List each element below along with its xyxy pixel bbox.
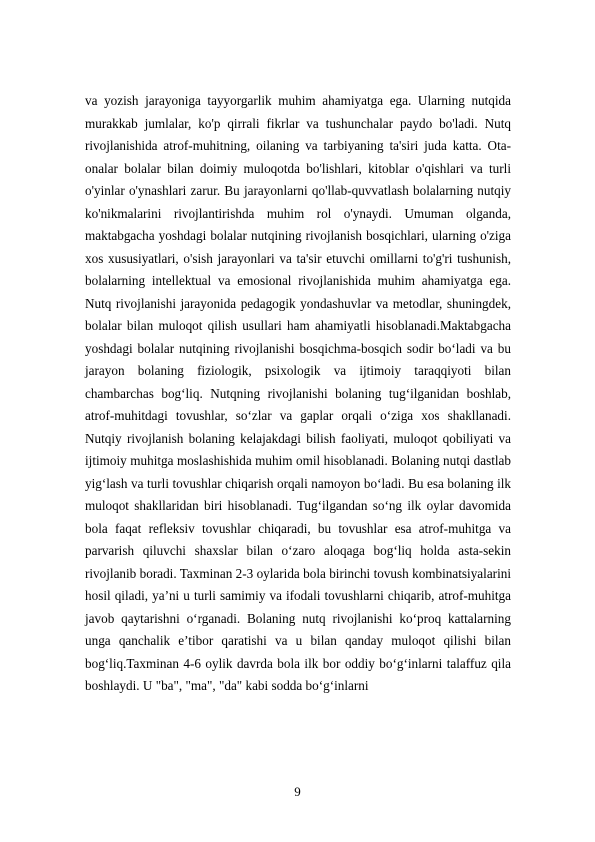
body-paragraph: va yozish jarayoniga tayyorgarlik muhim ahamiyatga ega. Ularning nutqida murakkab jumlalar, ko'p qirrali fikrlar va tushunchalar paydo bo'ladi. Nutq rivojlanishida atrof-muhitning, oilaning va tarbiyaning ta'siri juda katta. Ota-onalar bolalar bilan doimiy muloqotda bo'lishlari, kitoblar o'qishlari va turli o'yinlar o'ynashlari zarur. Bu jarayonlarni qo'llab-quvvatlash bolalarning nutqiy ko'nikmalarini rivojlantirishda muhim rol o'ynaydi. Umuman olganda, maktabgacha yoshdagi bolalar nutqining rivojlanish bosqichlari, ularning o'ziga xos xususiyatlari, o'sish jarayonlari va ta'sir etuvchi omillarni to'g'ri tushunish, bolalarning intellektual va emosional rivojlanishida muhim ahamiyatga ega. Nutq rivojlanishi jarayonida pedagogik yondashuvlar va metodlar, shuningdek, bolalar bilan muloqot qilish usullari ham ahamiyatli hisoblanadi.Maktabgacha yoshdagi bolalar nutqining rivojlanishi bosqichma-bosqich sodir bo‘ladi va bu jarayon bolaning fiziologik, psixologik va ijtimoiy taraqqiyoti bilan chambarchas bog‘liq. Nutqning rivojlanishi bolaning tug‘ilganidan boshlab, atrof-muhitdagi tovushlar, so‘zlar va gaplar orqali o‘ziga xos shakllanadi. Nutqiy rivojlanish bolaning kelajakdagi bilish faoliyati, muloqot qobiliyati va ijtimoiy muhitga moslashishida muhim omil hisoblanadi. Bolaning nutqi dastlab yig‘lash va turli tovushlar chiqarish orqali namoyon bo‘ladi. Bu esa bolaning ilk muloqot shakllaridan biri hisoblanadi. Tug‘ilgandan so‘ng ilk oylar davomida bola faqat refleksiv tovushlar chiqaradi, bu tovushlar esa atrof-muhitga va parvarish qiluvchi shaxslar bilan o‘zaro aloqaga bog‘liq holda asta-sekin rivojlanib boradi. Taxminan 2-3 oylarida bola birinchi tovush kombinatsiyalarini hosil qiladi, ya’ni u turli samimiy va ifodali tovushlarni chiqarib, atrof-muhitga javob qaytarishni o‘rganadi. Bolaning nutq rivojlanishi ko‘proq kattalarning unga qanchalik e’tibor qaratishi va u bilan qanday muloqot qilishi bilan bog‘liq.Taxminan 4-6 oylik davrda bola ilk bor oddiy bo‘g‘inlarni talaffuz qila boshlaydi. U "ba", "ma", "da" kabi sodda bo‘g‘inlarni — [85, 93, 511, 693]
page-number: 9 — [294, 784, 301, 799]
